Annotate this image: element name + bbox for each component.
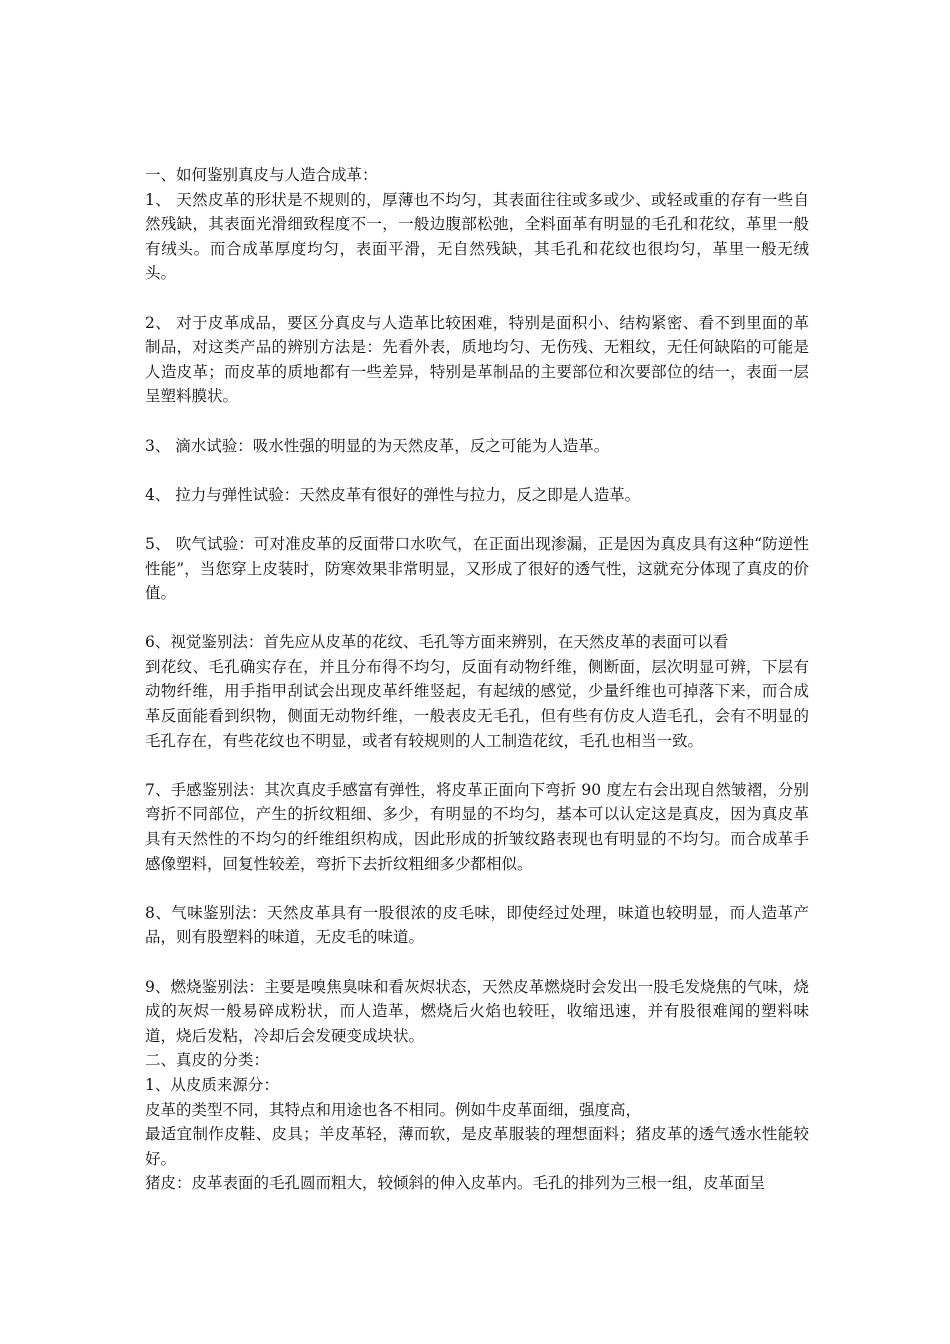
paragraph-gap — [145, 606, 809, 631]
subsection-heading: 1、从皮质来源分： — [145, 1075, 279, 1094]
paragraph: 到花纹、毛孔确实存在，并且分布得不均匀，反面有动物纤维，侧断面，层次明显可辨，下层有动物纤维，用手指甲刮试会出现皮革纤维竖起，有起绒的感觉，少量纤维也可掉落下来，而合成革反面能看到织物，侧面无动物纤维，一般表皮无毛孔，但有些有仿皮人造毛孔，会有不明显的毛孔存在，有些花纹也不明显，或者有较规则的人工制造花纹，毛孔也相当一致。 — [145, 657, 809, 750]
paragraph: 9、燃烧鉴别法：主要是嗅焦臭味和看灰烬状态，天然皮革燃烧时会发出一股毛发烧焦的气味，烧成的灰烬一般易碎成粉状，而人造革，燃烧后火焰也较旺，收缩迅速，并有股很难闻的塑料味道，烧后发粘，冷却后会发硬变成块状。 — [145, 977, 809, 1045]
paragraph-gap — [145, 876, 809, 901]
paragraph: 8、气味鉴别法：天然皮革具有一股很浓的皮毛味，即使经过处理，味道也较明显，而人造革产品，则有股塑料的味道，无皮毛的味道。 — [145, 903, 809, 947]
paragraph-gap — [145, 950, 809, 975]
paragraph: 5、 吹气试验：可对准皮革的反面带口水吹气，在正面出现渗漏，正是因为真皮具有这种“防逆性性能”，当您穿上皮装时，防寒效果非常明显，又形成了很好的透气性，这就充分体现了真皮的价值。 — [145, 534, 809, 603]
paragraph: 4、 拉力与弹性试验：天然皮革有很好的弹性与拉力，反之即是人造革。 — [145, 485, 641, 504]
paragraph: 最适宜制作皮鞋、皮具；羊皮革轻，薄而软，是皮革服装的理想面料；猪皮革的透气透水性能较好。 — [145, 1125, 809, 1168]
paragraph-gap — [145, 409, 809, 434]
paragraph: 3、 滴水试验：吸水性强的明显的为天然皮革，反之可能为人造革。 — [145, 436, 610, 455]
paragraph: 皮革的类型不同，其特点和用途也各不相同。例如牛皮革面细，强度高， — [145, 1100, 642, 1119]
paragraph-gap — [145, 753, 809, 778]
paragraph: 7、手感鉴别法：其次真皮手感富有弹性，将皮革正面向下弯折 90 度左右会出现自然皱褶，分别弯折不同部位，产生的折纹粗细、多少，有明显的不均匀，基本可以认定这是真皮，因为真皮革具有天然性的不均匀的纤维组织构成，因此形成的折皱纹路表现也有明显的不均匀。而合成革手感像塑料，回复性较差，弯折下去折纹粗细多少都相似。 — [145, 780, 809, 873]
paragraph-gap — [145, 458, 809, 483]
section-heading: 一、如何鉴别真皮与人造合成革： — [145, 166, 378, 184]
section-heading: 二、真皮的分类： — [145, 1051, 270, 1070]
document-body — [145, 163, 809, 1196]
paragraph-gap — [145, 286, 809, 311]
paragraph: 猪皮：皮革表面的毛孔圆而粗大，较倾斜的伸入皮革内。毛孔的排列为三根一组，皮革面呈 — [145, 1174, 766, 1193]
paragraph: 6、视觉鉴别法：首先应从皮革的花纹、毛孔等方面来辨别，在天然皮革的表面可以看 — [145, 633, 729, 652]
paragraph: 1、 天然皮革的形状是不规则的，厚薄也不均匀，其表面往往或多或少、或轻或重的存有一些自然残缺，其表面光滑细致程度不一，一般边腹部松弛，全料面革有明显的毛孔和花纹，革里一般有绒头。而合成革厚度均匀，表面平滑，无自然残缺，其毛孔和花纹也很均匀，革里一般无绒头。 — [145, 190, 809, 283]
paragraph-gap — [145, 507, 809, 532]
paragraph: 2、 对于皮革成品，要区分真皮与人造革比较困难，特别是面积小、结构紧密、看不到里面的革制品，对这类产品的辨别方法是：先看外表，质地均匀、无伤残、无粗纹，无任何缺陷的可能是人造皮革；而皮革的质地都有一些差异，特别是革制品的主要部位和次要部位的结一，表面一层呈塑料膜状。 — [145, 313, 809, 406]
